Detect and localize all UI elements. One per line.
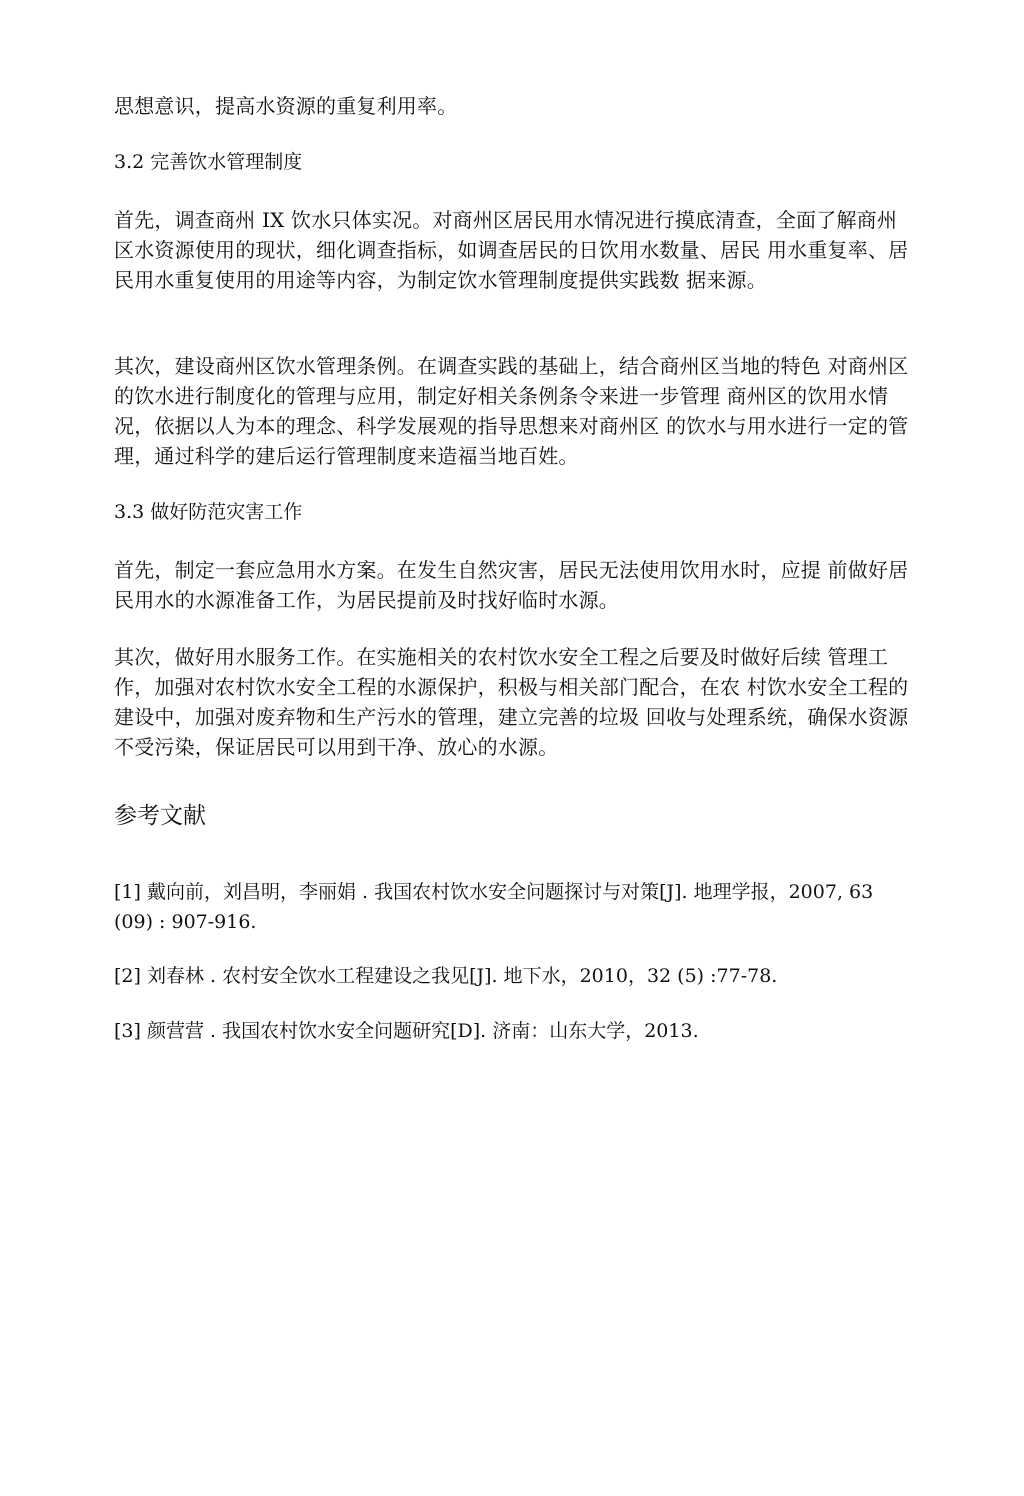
references-title: 参考文献 <box>114 803 206 829</box>
paragraph-3-3-first: 首先，制定一套应急用水方案。在发生自然灾害，居民无法使用饮用水时，应提 前做好居民用水的水源准备工作，为居民提前及时找好临时水源。 <box>114 558 909 612</box>
reference-item-1: [1] 戴向前，刘昌明，李丽娟 . 我国农村饮水安全问题探讨与对策[J]. 地理学报，2007, 63 (09) : 907-916. <box>114 881 874 933</box>
paragraph-3-3-second: 其次，做好用水服务工作。在实施相关的农村饮水安全工程之后要及时做好后续 管理工作，加强对农村饮水安全工程的水源保护，积极与相关部门配合，在农 村饮水安全工程的建设中，加强对废弃物和生产污水的管理，建立完善的垃圾 回收与处理系统，确保水资源不受污染，保证居民可以用到干净、放心的水源。 <box>114 645 909 759</box>
paragraph-3-2-first: 首先，调查商州 IX 饮水只体实况。对商州区居民用水情况进行摸底清查，全面了解商州区水资源使用的现状，细化调查指标，如调查居民的日饮用水数量、居民 用水重复率、居民用水重复使用的用途等内容，为制定饮水管理制度提供实践数 据来源。 <box>114 208 909 292</box>
section-heading-3-3: 3.3 做好防范灾害工作 <box>114 501 303 523</box>
intro-paragraph: 思想意识，提高水资源的重复利用率。 <box>114 94 458 118</box>
reference-item-2: [2] 刘春林 . 农村安全饮水工程建设之我见[J]. 地下水，2010，32 (5) :77-78. <box>114 965 778 987</box>
section-heading-3-2: 3.2 完善饮水管理制度 <box>114 151 303 173</box>
paragraph-3-2-second: 其次，建设商州区饮水管理条例。在调查实践的基础上，结合商州区当地的特色 对商州区的饮水进行制度化的管理与应用，制定好相关条例条令来进一步管理 商州区的饮用水情况，依据以人为本的理念、科学发展观的指导思想来对商州区 的饮水与用水进行一定的管理，通过科学的建后运行管理制度来造福当地百姓。 <box>114 354 909 468</box>
reference-item-3: [3] 颜营营 . 我国农村饮水安全问题研究[D]. 济南：山东大学，2013. <box>114 1020 699 1042</box>
